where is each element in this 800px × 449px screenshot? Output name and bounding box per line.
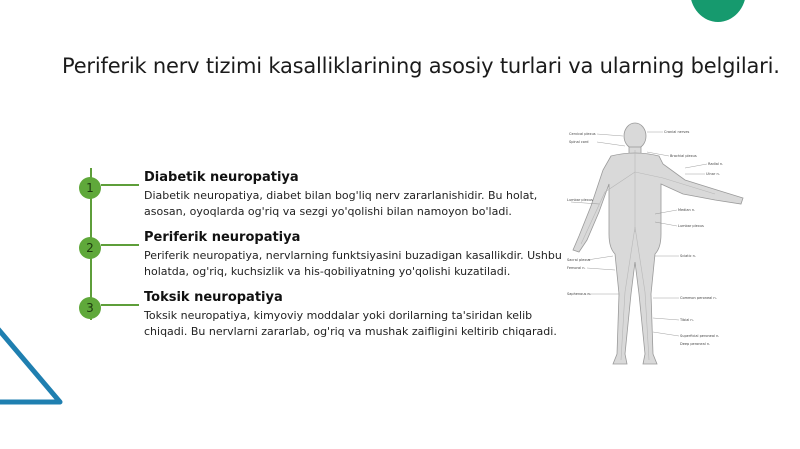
figure-label-left: Saphenous n. xyxy=(567,292,591,296)
figure-label-left: Lumbar plexus xyxy=(567,198,593,202)
figure-label-right: Common peroneal n. xyxy=(680,296,717,300)
figure-label-left: Femoral n. xyxy=(567,266,586,270)
figure-label-left: Sacral plexus xyxy=(567,258,591,262)
anatomy-nervous-system-figure xyxy=(565,122,745,372)
figure-label-right: Radial n. xyxy=(708,162,724,166)
figure-label-left: Cervical plexus xyxy=(569,132,596,136)
figure-label-right: Sciatic n. xyxy=(680,254,696,258)
item-description: Periferik neuropatiya, nervlarning funktsiyasini buzadigan kasallikdir. Ushbu holatda, og'riq, kuchsizlik va his-qobiliyatning yo'qolishi kuzatiladi. xyxy=(144,249,562,278)
item-title: Toksik neuropatiya xyxy=(144,290,283,305)
figure-label-right: Cranial nerves xyxy=(664,130,690,134)
figure-label-right: Brachial plexus xyxy=(670,154,697,158)
slide-title: Periferik nerv tizimi kasalliklarining asosiy turlari va ularning belgilari. xyxy=(62,54,780,78)
figure-label-right: Tibial n. xyxy=(680,318,694,322)
item-description: Diabetik neuropatiya, diabet bilan bog'liq nerv zararlanishidir. Bu holat, asosan, oyoqlarda og'riq va sezgi yo'qolishi bilan namoyon bo'ladi. xyxy=(144,189,538,218)
figure-label-right: Superficial peroneal n. xyxy=(680,334,720,338)
item-description: Toksik neuropatiya, kimyoviy moddalar yoki dorilarning ta'siridan kelib chiqadi. Bu nervlarni zararlab, og'riq va mushak zaifligini keltirib chiqaradi. xyxy=(144,309,557,338)
figure-label-right: Ulnar n. xyxy=(706,172,720,176)
timeline-connector xyxy=(101,184,139,186)
triangle-decoration xyxy=(0,285,70,415)
step-number-badge: 3 xyxy=(79,297,101,319)
step-number-badge: 2 xyxy=(79,237,101,259)
figure-label-left: Spinal cord xyxy=(569,140,589,144)
item-title: Periferik neuropatiya xyxy=(144,230,301,245)
figure-label-right: Deep peroneal n. xyxy=(680,342,711,346)
step-number-badge: 1 xyxy=(79,177,101,199)
figure-label-right: Lumbar plexus xyxy=(678,224,704,228)
figure-label-right: Median n. xyxy=(678,208,696,212)
timeline-connector xyxy=(101,304,139,306)
item-title: Diabetik neuropatiya xyxy=(144,170,299,185)
corner-decoration-circle xyxy=(690,0,746,22)
timeline-connector xyxy=(101,244,139,246)
